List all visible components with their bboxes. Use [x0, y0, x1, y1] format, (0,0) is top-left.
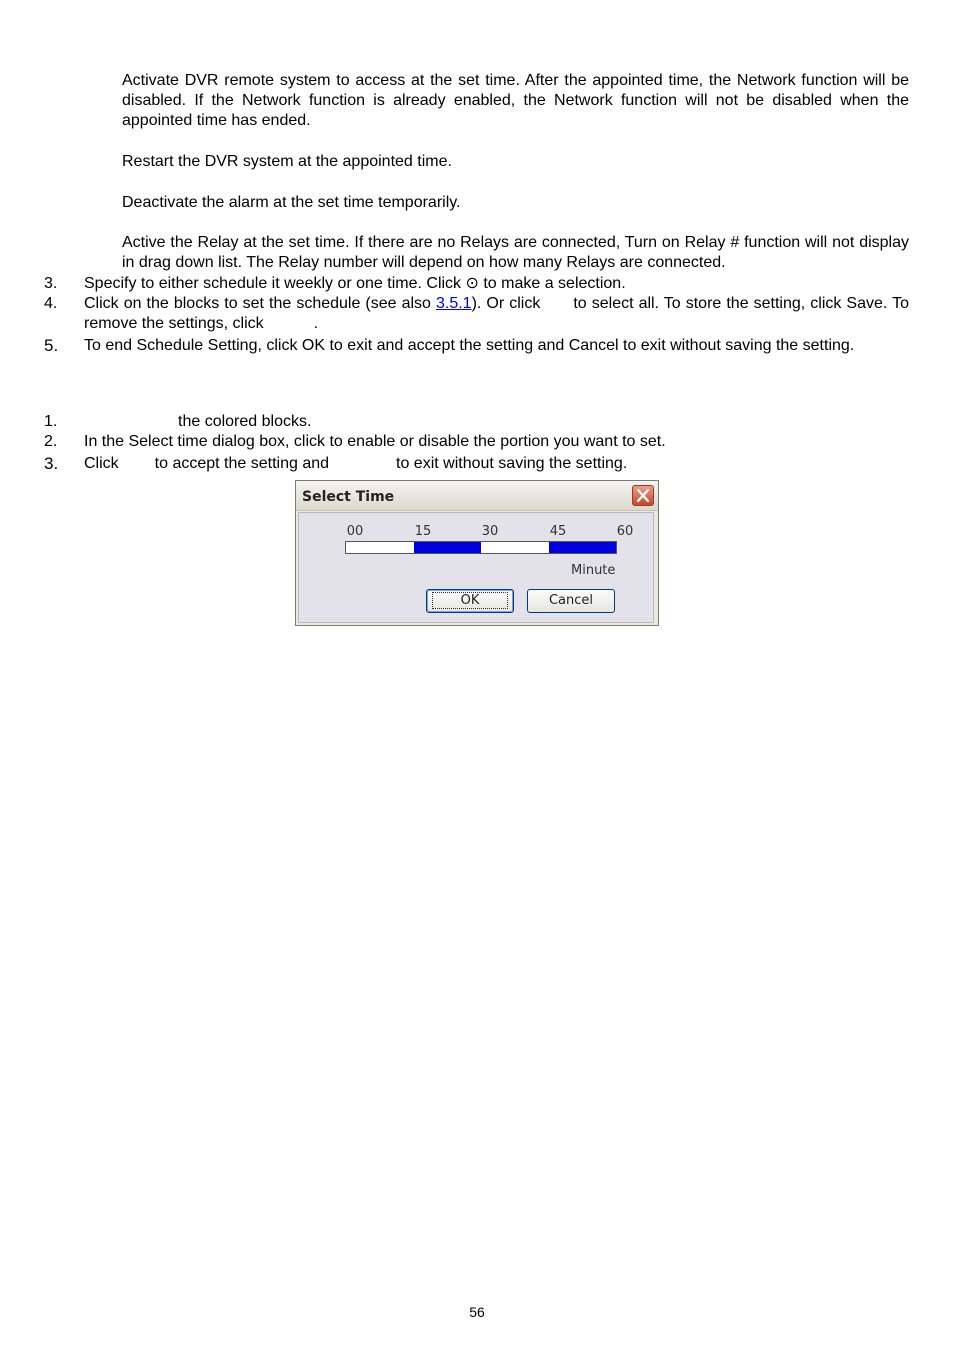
dialog-titlebar: [296, 481, 658, 511]
step-text: [84, 454, 909, 474]
step-text-part: to exit without saving the setting.: [396, 455, 628, 472]
paragraph-restart: Restart the DVR system at the appointed time.: [122, 153, 452, 170]
step-number: 3.: [44, 454, 59, 473]
paragraph-relay: Active the Relay at the set time. If there are no Relays are connected, Turn on Relay # function will not display in drag down list. The Relay number will depend on how many Relays are connected.: [122, 234, 909, 271]
tick-label: 00: [346, 524, 364, 539]
page-number: 56: [469, 1304, 485, 1320]
step-text: To end Schedule Setting, click OK to exit and accept the setting and Cancel to exit without saving the setting.: [84, 337, 855, 354]
time-segment[interactable]: [414, 542, 482, 553]
ok-button[interactable]: [426, 589, 514, 613]
step-number: 4.: [44, 295, 58, 312]
close-button[interactable]: [632, 485, 654, 506]
step-text-part: ). Or click: [471, 295, 541, 312]
step-text: Specify to either schedule it weekly or one time. Click ⊙ to make a selection.: [84, 275, 626, 292]
section-link[interactable]: 3.5.1: [435, 295, 472, 312]
step-number: 5.: [44, 336, 59, 355]
cancel-button-label: Cancel: [548, 593, 594, 608]
unit-label: Minute: [571, 563, 616, 578]
step-text-part: to accept the setting and: [154, 455, 330, 472]
dialog-title: Select Time: [302, 489, 395, 505]
time-segment[interactable]: [346, 542, 414, 553]
select-time-dialog: [295, 480, 659, 626]
step-number: 2.: [44, 433, 58, 450]
close-icon: [637, 489, 649, 502]
cancel-button[interactable]: [527, 589, 615, 613]
paragraph-network: Activate DVR remote system to access at the set time. After the appointed time, the Network function will be disabled. If the Network function is already enabled, the Network function will not be disabled when the appointed time has ended.: [122, 72, 909, 129]
step-text-part: Click: [84, 455, 119, 472]
tick-label: 45: [549, 524, 567, 539]
tick-label: 60: [616, 524, 634, 539]
step-text-part: .: [313, 315, 319, 332]
time-bar: [345, 541, 617, 554]
dialog-body: [298, 512, 654, 623]
step-text-part: Click on the blocks to set the schedule (see also: [84, 295, 436, 312]
step-text: the colored blocks.: [178, 413, 312, 430]
time-segment[interactable]: [549, 542, 617, 553]
paragraph-alarm: Deactivate the alarm at the set time temporarily.: [122, 194, 461, 211]
tick-label: 15: [414, 524, 432, 539]
step-number: 3.: [44, 275, 58, 292]
step-text-part: to select all. To store the setting, click Save. To remove the settings, click: [84, 295, 910, 332]
step-text: [84, 294, 909, 334]
step-text: In the Select time dialog box, click to enable or disable the portion you want to set.: [84, 433, 666, 450]
time-segment[interactable]: [481, 542, 549, 553]
ok-button-label: OK: [433, 593, 508, 608]
step-number: 1.: [44, 413, 58, 430]
tick-label: 30: [481, 524, 499, 539]
